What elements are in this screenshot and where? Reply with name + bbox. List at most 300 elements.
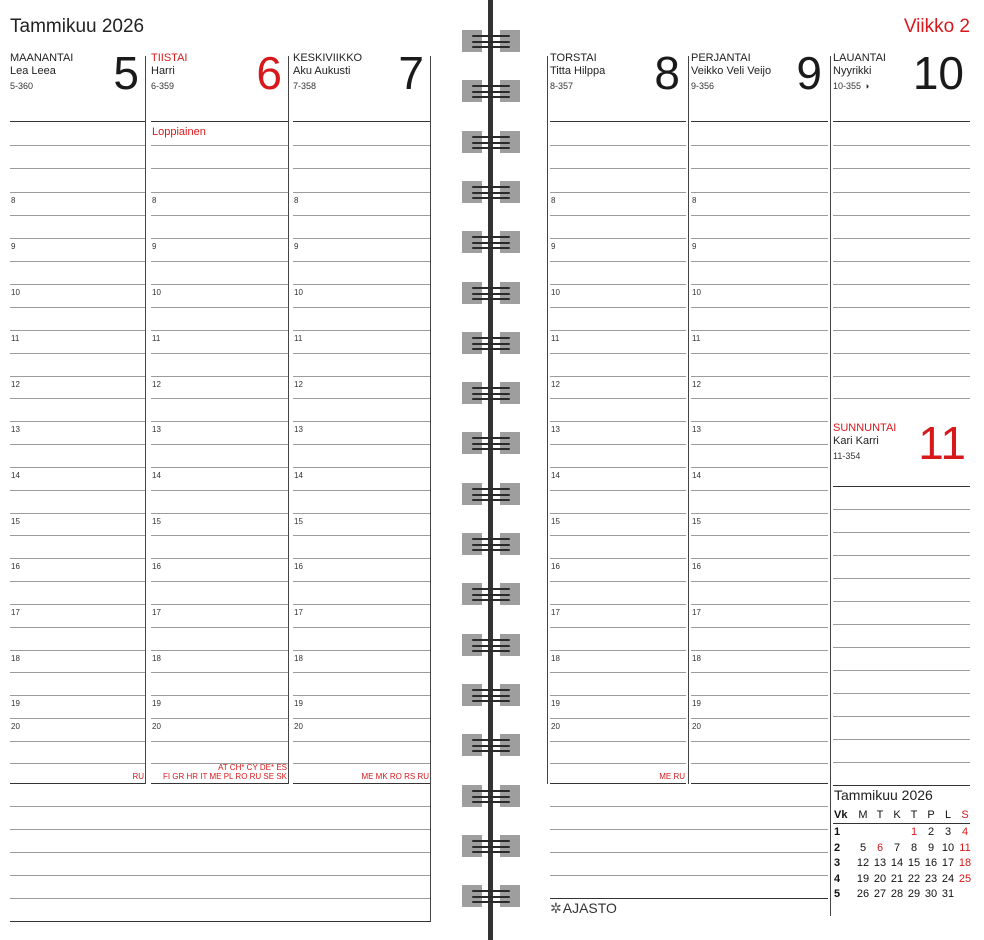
mini-cal-header-line: [833, 823, 970, 824]
week-number: 3: [834, 857, 841, 869]
week-number: 2: [834, 841, 841, 854]
column-divider: [288, 56, 289, 784]
name-day: Lea Leea: [10, 65, 56, 77]
grid-line: [550, 467, 686, 468]
grid-line: [550, 604, 686, 605]
date-cell: 20: [873, 872, 887, 885]
grid-line: [833, 353, 970, 354]
grid-line: [151, 581, 288, 582]
grid-line: [151, 145, 288, 146]
grid-line: [550, 168, 686, 169]
notes-line: [10, 875, 430, 876]
grid-line: [550, 513, 686, 514]
grid-line: [550, 307, 686, 308]
week-number: 4: [834, 872, 841, 885]
grid-line: [293, 421, 430, 422]
date-cell: 4: [961, 826, 969, 838]
grid-line: [293, 763, 430, 764]
grid-line: [550, 718, 686, 719]
grid-line: [151, 741, 288, 742]
hour-label: 8: [551, 196, 556, 205]
notes-line: [550, 806, 828, 807]
grid-line: [10, 168, 145, 169]
grid-line: [550, 581, 686, 582]
date-cell: 11: [959, 841, 971, 854]
grid-line: [151, 353, 288, 354]
grid-line: [151, 421, 288, 422]
binding-ring: [462, 131, 520, 153]
grid-line: [691, 535, 828, 536]
grid-line: [293, 307, 430, 308]
grid-line: [691, 513, 828, 514]
grid-line: [293, 353, 430, 354]
moon-phase-icon: ◑: [864, 81, 870, 91]
hour-label: 15: [294, 517, 303, 526]
date-cell: P: [927, 809, 935, 821]
sunday-header-divider: [833, 486, 970, 487]
date-cell: 23: [924, 872, 938, 885]
day-end-line: [550, 783, 686, 784]
grid-line: [833, 647, 970, 648]
hour-label: 15: [152, 517, 161, 526]
grid-line: [293, 513, 430, 514]
grid-line: [151, 513, 288, 514]
flag-days-tuesday-line2: FI GR HR IT ME PL RO RU SE SK: [162, 772, 287, 781]
notes-line: [10, 898, 430, 899]
grid-line: [10, 535, 145, 536]
grid-line: [691, 376, 828, 377]
week-title: Viikko 2: [903, 16, 970, 37]
grid-line: [151, 376, 288, 377]
day-name: SUNNUNTAI: [833, 422, 897, 434]
grid-line: [10, 238, 145, 239]
grid-line: [10, 672, 145, 673]
grid-line: [550, 284, 686, 285]
day-code-text: 6-359: [151, 81, 175, 91]
date-number: 9: [796, 47, 822, 99]
day-number-code: 11-354: [833, 451, 861, 461]
grid-line: [833, 624, 970, 625]
grid-line: [833, 145, 970, 146]
hour-label: 11: [692, 334, 701, 343]
grid-line: [691, 215, 828, 216]
hour-label: 8: [294, 196, 299, 205]
header-divider: [550, 121, 686, 122]
hour-label: 8: [692, 196, 697, 205]
binding-ring: [462, 533, 520, 555]
binding-ring: [462, 634, 520, 656]
grid-line: [550, 376, 686, 377]
hour-label: 8: [11, 196, 16, 205]
grid-line: [833, 330, 970, 331]
grid-line: [10, 558, 145, 559]
day-name: PERJANTAI: [691, 52, 751, 64]
grid-line: [293, 145, 430, 146]
day-header-maanantai: [10, 47, 143, 112]
grid-line: [151, 650, 288, 651]
grid-line: [691, 238, 828, 239]
day-name: TORSTAI: [550, 52, 597, 64]
hour-label: 16: [551, 562, 560, 571]
day-name: LAUANTAI: [833, 52, 886, 64]
hour-label: 17: [692, 608, 701, 617]
date-cell: 31: [941, 888, 955, 900]
grid-line: [10, 261, 145, 262]
grid-line: [550, 627, 686, 628]
grid-line: [151, 192, 288, 193]
notes-line: [550, 852, 828, 853]
day-end-line: [151, 783, 288, 784]
grid-line: [833, 238, 970, 239]
grid-line: [691, 261, 828, 262]
mini-calendar-header: [834, 808, 974, 823]
binding-ring: [462, 231, 520, 253]
grid-line: [550, 650, 686, 651]
grid-line: [691, 650, 828, 651]
grid-line: [293, 215, 430, 216]
name-day: Veikko Veli Veijo: [691, 65, 772, 77]
grid-line: [151, 672, 288, 673]
date-number: 10: [912, 47, 964, 99]
notes-bottom-line: [550, 898, 828, 899]
date-cell: 13: [873, 857, 887, 869]
grid-line: [833, 215, 970, 216]
grid-line: [691, 284, 828, 285]
grid-line: [151, 695, 288, 696]
grid-line: [833, 168, 970, 169]
hour-label: 9: [551, 242, 556, 251]
column-divider: [145, 56, 146, 784]
grid-line: [293, 444, 430, 445]
grid-line: [550, 238, 686, 239]
name-day: Nyyrikki: [833, 65, 872, 77]
binding-ring: [462, 30, 520, 52]
hour-label: 10: [294, 288, 303, 297]
header-divider: [151, 121, 288, 122]
brand-logo: [550, 900, 617, 917]
grid-line: [293, 650, 430, 651]
hour-label: 18: [294, 654, 303, 663]
day-code-text: 9-356: [691, 81, 715, 91]
grid-line: [293, 581, 430, 582]
hour-label: 14: [551, 471, 560, 480]
day-code-text: 5-360: [10, 81, 34, 91]
date-number: 6: [256, 47, 282, 99]
hour-label: 19: [294, 699, 303, 708]
day-end-line: [293, 783, 430, 784]
date-cell: 12: [856, 857, 870, 869]
hour-label: 9: [152, 242, 157, 251]
binding-ring: [462, 734, 520, 756]
day-header-torstai: [550, 47, 684, 112]
day-number-code: [151, 81, 174, 91]
notes-line: [10, 829, 430, 830]
grid-line: [691, 192, 828, 193]
hour-label: 15: [551, 517, 560, 526]
date-cell: 16: [924, 857, 938, 869]
mini-calendar-title: Tammikuu 2026: [834, 787, 933, 803]
grid-line: [293, 672, 430, 673]
date-cell: 1: [910, 826, 918, 838]
grid-line: [10, 398, 145, 399]
date-cell: 25: [958, 872, 972, 885]
grid-line: [151, 307, 288, 308]
grid-line: [550, 535, 686, 536]
name-day: Aku Aukusti: [293, 65, 351, 77]
date-cell: 5: [859, 841, 867, 854]
grid-line: [293, 558, 430, 559]
notes-line: [550, 875, 828, 876]
grid-line: [293, 398, 430, 399]
date-cell: K: [893, 809, 901, 821]
date-cell: T: [876, 809, 884, 821]
sun-icon: ✲: [550, 900, 562, 916]
hour-label: 14: [692, 471, 701, 480]
day-header-keskiviikko: [293, 47, 428, 112]
binding-ring: [462, 432, 520, 454]
grid-line: [833, 398, 970, 399]
header-divider: [833, 121, 970, 122]
mini-calendar-week: [834, 841, 974, 856]
grid-line: [550, 558, 686, 559]
hour-label: 11: [294, 334, 303, 343]
day-end-line: [691, 783, 828, 784]
grid-line: [833, 601, 970, 602]
grid-line: [10, 604, 145, 605]
grid-line: [691, 330, 828, 331]
column-divider: [688, 56, 689, 784]
binding-ring: [462, 785, 520, 807]
name-day: Kari Karri: [833, 435, 879, 447]
hour-label: 17: [11, 608, 20, 617]
hour-label: 13: [692, 425, 701, 434]
grid-line: [151, 330, 288, 331]
grid-line: [10, 490, 145, 491]
grid-line: [293, 376, 430, 377]
day-code-text: 7-358: [293, 81, 317, 91]
hour-label: 10: [152, 288, 161, 297]
grid-line: [293, 490, 430, 491]
grid-line: [151, 168, 288, 169]
date-cell: 14: [890, 857, 904, 869]
grid-line: [691, 558, 828, 559]
date-cell: 9: [927, 841, 935, 854]
hour-label: 14: [294, 471, 303, 480]
hour-label: 20: [692, 722, 701, 731]
grid-line: [833, 192, 970, 193]
grid-line: [550, 353, 686, 354]
grid-line: [293, 261, 430, 262]
grid-line: [550, 741, 686, 742]
grid-line: [151, 444, 288, 445]
grid-line: [151, 627, 288, 628]
hour-label: 18: [692, 654, 701, 663]
hour-label: 12: [11, 380, 20, 389]
hour-label: 11: [11, 334, 20, 343]
grid-line: [691, 467, 828, 468]
date-cell: 8: [910, 841, 918, 854]
week-number: 5: [834, 888, 841, 900]
grid-line: [10, 307, 145, 308]
date-cell: 18: [958, 857, 972, 869]
grid-line: [691, 353, 828, 354]
name-day: Harri: [151, 65, 175, 77]
grid-line: [550, 672, 686, 673]
sunday-end-line: [833, 785, 970, 786]
binding-ring: [462, 181, 520, 203]
date-cell: S: [961, 809, 969, 821]
hour-label: 10: [11, 288, 20, 297]
hour-label: 11: [152, 334, 161, 343]
hour-label: 18: [11, 654, 20, 663]
grid-line: [550, 261, 686, 262]
mini-calendar-week: [834, 887, 974, 902]
date-cell: 19: [856, 872, 870, 885]
grid-line: [10, 513, 145, 514]
binding-ring: [462, 483, 520, 505]
date-cell: 6: [876, 841, 884, 854]
grid-line: [833, 284, 970, 285]
hour-label: 18: [551, 654, 560, 663]
hour-label: 19: [11, 699, 20, 708]
grid-line: [151, 398, 288, 399]
date-cell: 3: [944, 826, 952, 838]
grid-line: [10, 627, 145, 628]
grid-line: [10, 145, 145, 146]
grid-line: [833, 716, 970, 717]
grid-line: [691, 741, 828, 742]
day-number-code: [10, 81, 33, 91]
grid-line: [151, 238, 288, 239]
holiday-label: Loppiainen: [152, 126, 206, 138]
grid-line: [833, 532, 970, 533]
notes-bottom-line: [10, 921, 430, 922]
binding-ring: [462, 80, 520, 102]
hour-label: 18: [152, 654, 161, 663]
grid-line: [10, 467, 145, 468]
grid-line: [833, 307, 970, 308]
grid-line: [293, 627, 430, 628]
grid-line: [833, 555, 970, 556]
mini-calendar-week: [834, 856, 974, 871]
grid-line: [151, 490, 288, 491]
hour-label: 19: [692, 699, 701, 708]
binding-ring: [462, 885, 520, 907]
grid-line: [691, 695, 828, 696]
hour-label: 14: [11, 471, 20, 480]
grid-line: [10, 376, 145, 377]
hour-label: 13: [551, 425, 560, 434]
notes-line: [10, 806, 430, 807]
date-number: 11: [918, 417, 966, 469]
day-number-code: [293, 81, 316, 91]
hour-label: 10: [551, 288, 560, 297]
grid-line: [550, 444, 686, 445]
date-cell: L: [944, 809, 952, 821]
grid-line: [293, 604, 430, 605]
date-cell: 24: [941, 872, 955, 885]
grid-line: [691, 581, 828, 582]
grid-line: [550, 398, 686, 399]
day-code-text: 8-357: [550, 81, 574, 91]
page-edge: [430, 56, 431, 922]
hour-label: 17: [294, 608, 303, 617]
hour-label: 14: [152, 471, 161, 480]
date-cell: 27: [873, 888, 887, 900]
date-cell: 15: [907, 857, 921, 869]
column-divider: [547, 56, 548, 784]
date-cell: 28: [890, 888, 904, 900]
grid-line: [691, 421, 828, 422]
date-cell: 10: [941, 841, 955, 854]
grid-line: [10, 330, 145, 331]
day-header-perjantai: [691, 47, 826, 112]
date-number: 8: [654, 47, 680, 99]
hour-label: 12: [692, 380, 701, 389]
mini-calendar-week: [834, 872, 974, 887]
grid-line: [833, 693, 970, 694]
day-code-text: 10-355: [833, 81, 862, 91]
grid-line: [691, 490, 828, 491]
grid-line: [833, 739, 970, 740]
grid-line: [10, 718, 145, 719]
grid-line: [293, 238, 430, 239]
flag-days-tuesday-line1: AT CH* CY DE* ES: [218, 763, 287, 772]
grid-line: [833, 762, 970, 763]
grid-line: [691, 672, 828, 673]
grid-line: [550, 763, 686, 764]
header-divider: [691, 121, 828, 122]
page-title: Tammikuu 2026: [10, 16, 145, 37]
grid-line: [691, 307, 828, 308]
grid-line: [833, 670, 970, 671]
hour-label: 17: [152, 608, 161, 617]
grid-line: [550, 192, 686, 193]
date-number: 7: [398, 47, 424, 99]
date-cell: 22: [907, 872, 921, 885]
grid-line: [293, 192, 430, 193]
grid-line: [151, 261, 288, 262]
hour-label: 17: [551, 608, 560, 617]
grid-line: [833, 509, 970, 510]
hour-label: 20: [152, 722, 161, 731]
hour-label: 16: [152, 562, 161, 571]
binding-ring: [462, 835, 520, 857]
binding-ring: [462, 684, 520, 706]
grid-line: [293, 695, 430, 696]
date-cell: 29: [907, 888, 921, 900]
day-number-code: [833, 81, 869, 91]
hour-label: 16: [692, 562, 701, 571]
grid-line: [10, 695, 145, 696]
hour-label: 19: [152, 699, 161, 708]
grid-line: [10, 192, 145, 193]
date-cell: 17: [941, 857, 955, 869]
date-number: 5: [113, 47, 139, 99]
grid-line: [691, 444, 828, 445]
grid-line: [293, 284, 430, 285]
grid-line: [550, 421, 686, 422]
binding-ring: [462, 332, 520, 354]
day-name: KESKIVIIKKO: [293, 52, 363, 64]
grid-line: [833, 261, 970, 262]
grid-line: [293, 741, 430, 742]
hour-label: 16: [11, 562, 20, 571]
logo-text: AJASTO: [562, 900, 617, 916]
hour-label: 16: [294, 562, 303, 571]
grid-line: [10, 215, 145, 216]
date-cell: 30: [924, 888, 938, 900]
